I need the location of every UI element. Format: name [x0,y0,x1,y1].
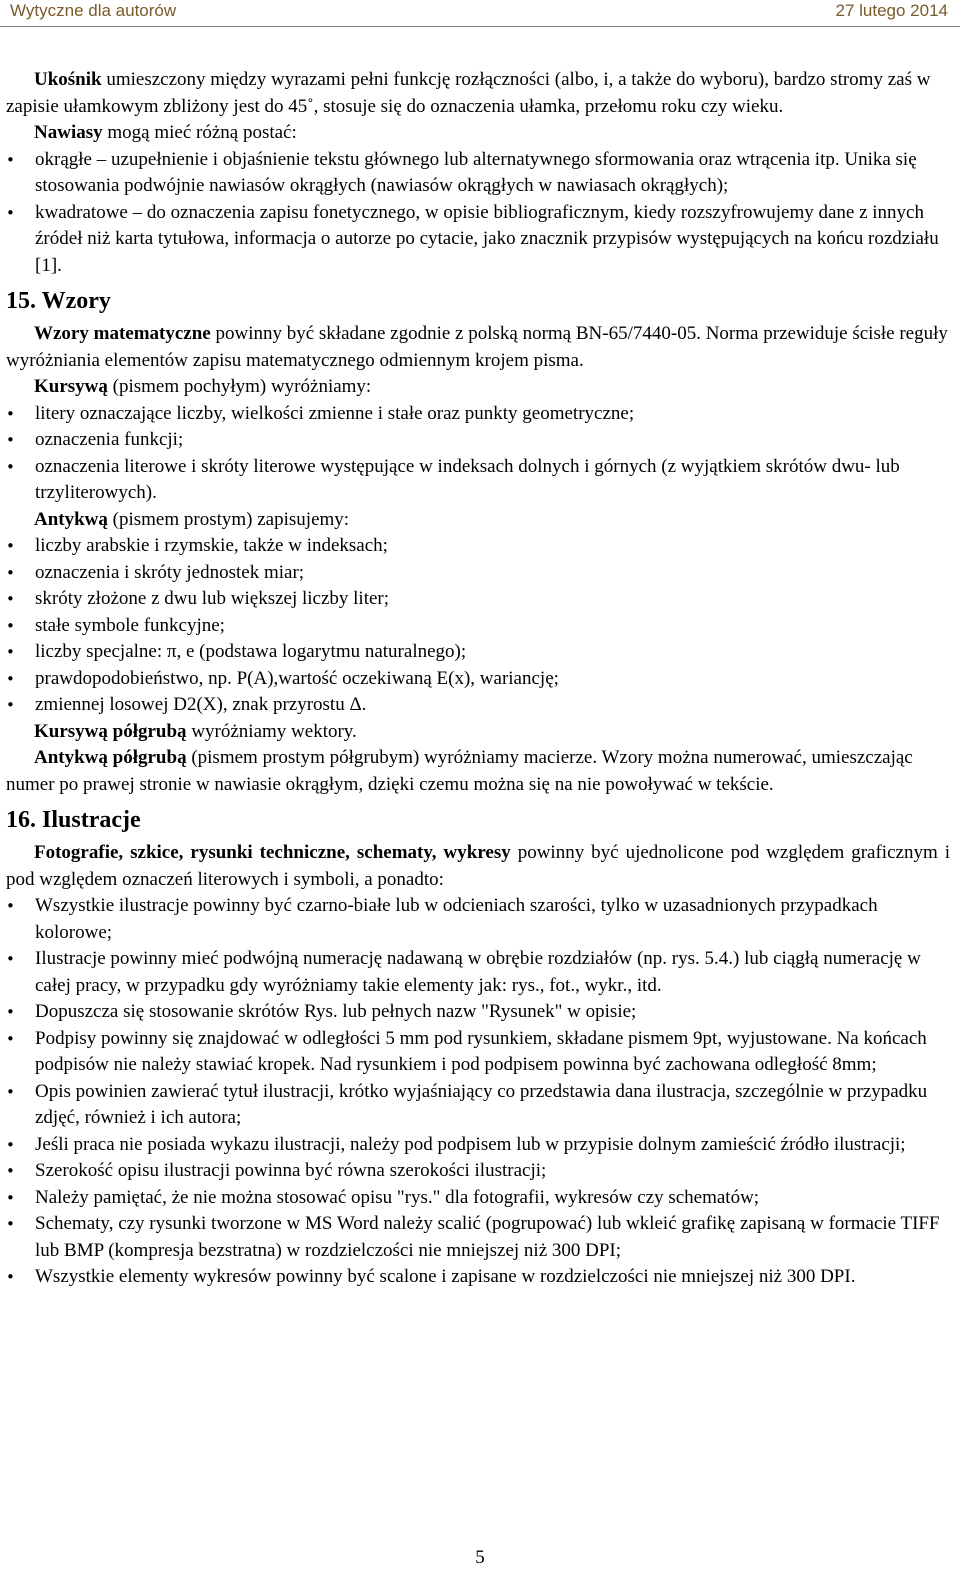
list-item: • kwadratowe – do oznaczenia zapisu fonetycznego, w opisie bibliograficznym, kiedy rozszyfrowujemy dane z innych źródeł niż karta tytułowa, informacja o autorze po cytacie, jako znacznik przypisów występujących na końcu rozdziału [1]. [6,200,950,280]
list-item: • liczby arabskie i rzymskie, także w indeksach; [6,533,950,560]
brackets-list [6,147,950,280]
list-item: • zmiennej losowej D2(X), znak przyrostu Δ. [6,692,950,719]
italic-intro [6,374,950,401]
illustrations-term: Fotografie, szkice, rysunki techniczne, schematy, wykresy [34,842,511,863]
formulas-text: powinny być składane zgodnie z polską normą BN-65/7440-05. Norma przewiduje ścisłe reguły wyróżniania elementów zapisu matematycznego odmiennym krojem pisma. [6,323,948,371]
list-item: • Należy pamiętać, że nie można stosować opisu "rys." dla fotografii, wykresów czy schematów; [6,1185,950,1212]
bold-italic-paragraph [6,719,950,746]
illustrations-intro [6,840,950,893]
roman-list [6,533,950,719]
section-heading-formulas: 15. Wzory [6,288,111,314]
list-item: • stałe symbole funkcyjne; [6,613,950,640]
list-item: • Ilustracje powinny mieć podwójną numerację nadawaną w obrębie rozdziałów (np. rys. 5.4.) lub ciągłą numerację w całej pracy, w przypadku gdy wyróżniamy takie elementy jak: rys., fot., wykr., itd. [6,946,950,999]
formulas-intro [6,321,950,374]
brackets-term: Nawiasy [34,122,103,143]
bold-roman-text: (pismem prostym półgrubym) wyróżniamy macierze. Wzory można numerować, umieszczając numer po prawej stronie w nawiasie okrągłym, dzięki czemu można się na nie powoływać w tekście. [6,747,913,795]
roman-text: (pismem prostym) zapisujemy: [107,508,350,530]
list-item: • Wszystkie elementy wykresów powinny być scalone i zapisane w rozdzielczości nie mniejszej niż 300 DPI. [6,1264,950,1291]
list-item: • Schematy, czy rysunki tworzone w MS Word należy scalić (pogrupować) lub wkleić grafikę zapisaną w formacie TIFF lub BMP (kompresja bezstratna) w rozdzielczości nie mniejszej niż 300 DPI; [6,1211,950,1264]
list-item: • prawdopodobieństwo, np. P(A),wartość oczekiwaną E(x), wariancję; [6,666,950,693]
page-number: 5 [475,1547,485,1568]
document-date: 27 lutego 2014 [835,1,948,20]
list-item: • skróty złożone z dwu lub większej liczby liter; [6,586,950,613]
illustrations-text: powinny być ujednolicone pod względem graficznym i pod względem oznaczeń literowych i symboli, a ponadto: [6,842,950,890]
list-item: • Szerokość opisu ilustracji powinna być równa szerokości ilustracji; [6,1158,950,1185]
italic-term: Kursywą [34,376,108,397]
italic-text: (pismem pochyłym) wyróżniamy: [107,376,372,397]
list-item: • liczby specjalne: π, e (podstawa logarytmu naturalnego); [6,639,950,666]
formulas-term: Wzory matematyczne [34,323,211,344]
list-item: • Jeśli praca nie posiada wykazu ilustracji, należy pod podpisem lub w przypisie dolnym zamieścić źródło ilustracji; [6,1132,950,1159]
document-title: Wytyczne dla autorów [10,1,177,20]
bold-italic-term: Kursywą półgrubą [34,720,187,742]
list-item: • Podpisy powinny się znajdować w odległości 5 mm pod rysunkiem, składane pismem 9pt, wyjustowane. Na końcach podpisów nie należy stawiać kropek. Nad rysunkiem i pod podpisem powinna być zachowana odległość 8mm; [6,1026,950,1079]
slash-paragraph [6,67,950,120]
list-item: • oznaczenia i skróty jednostek miar; [6,560,950,587]
list-item: • oznaczenia literowe i skróty literowe występujące w indeksach dolnych i górnych (z wyjątkiem skrótów dwu- lub trzyliterowych). [6,454,950,507]
brackets-intro [6,120,950,147]
bold-roman-term: Antykwą półgrubą [34,747,187,768]
list-item: • Wszystkie ilustracje powinny być czarno-białe lub w odcieniach szarości, tylko w uzasadnionych przypadkach kolorowe; [6,893,950,946]
bold-roman-paragraph [6,745,950,798]
brackets-text: mogą mieć różną postać: [102,122,297,143]
roman-intro [6,507,950,534]
slash-term: Ukośnik [34,69,102,90]
list-item: • litery oznaczające liczby, wielkości zmienne i stałe oraz punkty geometryczne; [6,401,950,428]
page-body [6,67,950,1291]
list-item: • Dopuszcza się stosowanie skrótów Rys. lub pełnych nazw "Rysunek" w opisie; [6,999,950,1026]
list-item: • okrągłe – uzupełnienie i objaśnienie tekstu głównego lub alternatywnego sformowania oraz wtrącenia itp. Unika się stosowania podwójnie nawiasów okrągłych (nawiasów okrągłych w nawiasach okrągłych); [6,147,950,200]
list-item: • Opis powinien zawierać tytuł ilustracji, krótko wyjaśniający co przedstawia dana ilustracja, szczególnie w przypadku zdjęć, również i ich autora; [6,1079,950,1132]
roman-term: Antykwą [34,508,108,530]
section-heading-illustrations: 16. Ilustracje [6,807,141,833]
list-item: • oznaczenia funkcji; [6,427,950,454]
bold-italic-text: wyróżniamy wektory. [186,720,357,742]
illustrations-list [6,893,950,1291]
italic-list [6,401,950,507]
slash-text: umieszczony między wyrazami pełni funkcję rozłączności (albo, i, a także do wyboru), bardzo stromy zaś w zapisie ułamkowym zbliżony jest do 45˚, stosuje się do oznaczenia ułamka, przełomu roku czy wieku. [6,69,931,117]
running-header [0,0,960,27]
